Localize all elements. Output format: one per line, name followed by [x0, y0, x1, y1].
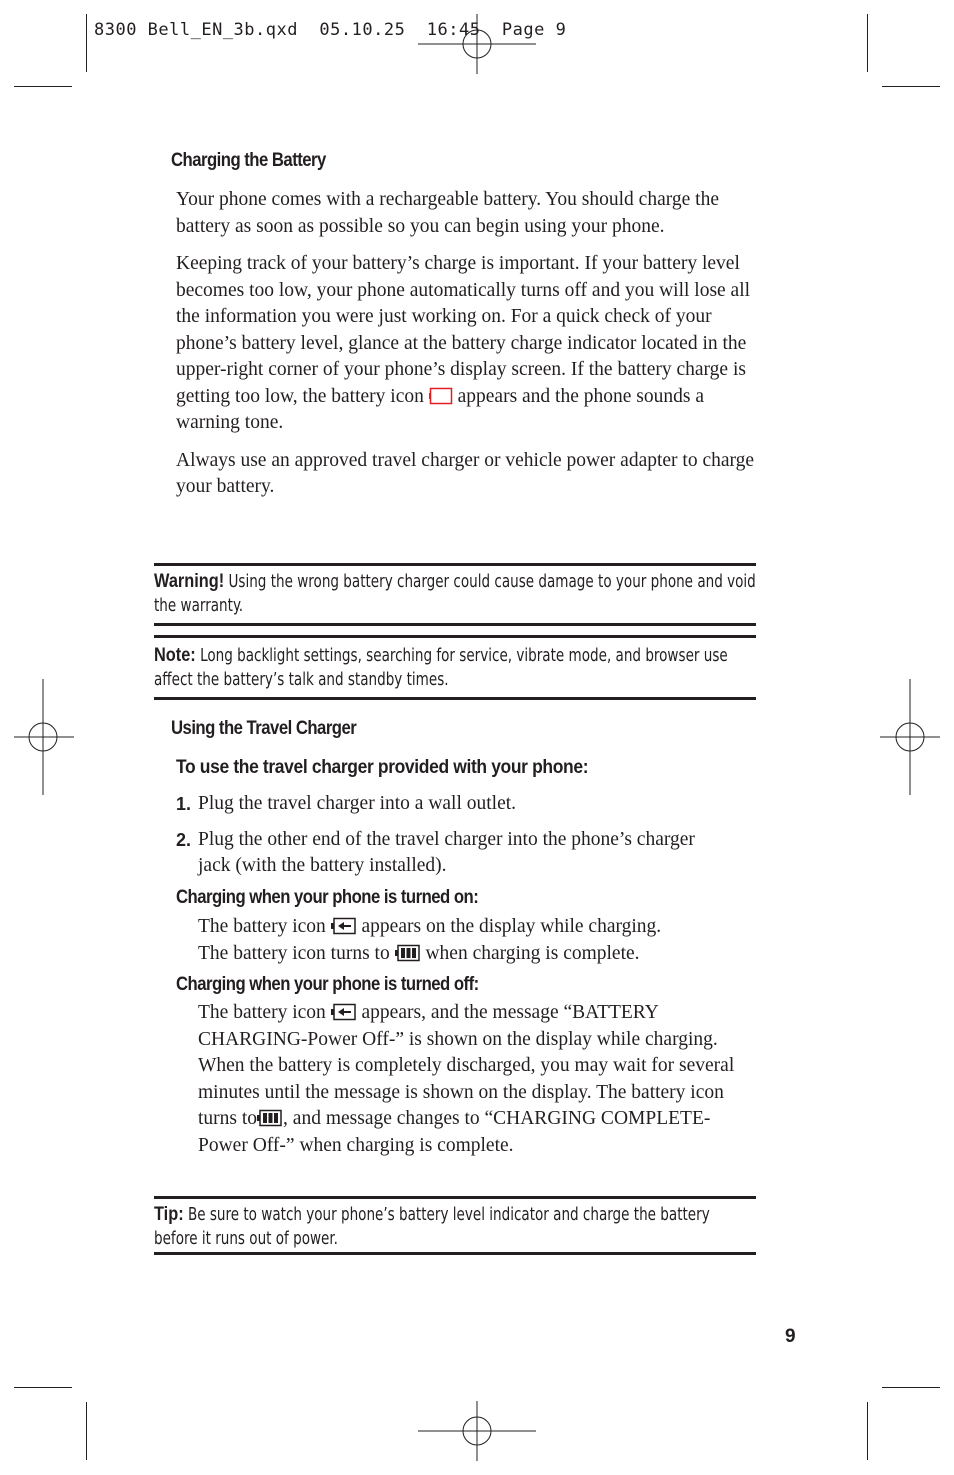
section-heading-travel-charger: Using the Travel Charger — [171, 718, 357, 739]
step-number: 1. — [176, 794, 192, 814]
note-body: Long backlight settings, searching for service, vibrate mode, and browser use affect the battery’s talk and standby times. — [154, 646, 728, 690]
tip-box — [154, 1196, 756, 1255]
battery-full-icon — [257, 1109, 283, 1127]
crop-mark — [14, 86, 72, 87]
tip-text — [154, 1199, 756, 1257]
registration-mark-icon — [418, 0, 536, 74]
step-text: Plug the travel charger into a wall outlet. — [198, 793, 517, 814]
paragraph-text: Keeping track of your battery’s charge is important. If your battery level becomes too low, your phone automatically turns off and you will lose all the information you were just working on. For a quick check of your phone’s battery level, glance at the battery charge indicator located in the upper-right corner of your phone’s display screen. If the battery charge is getting too low, the battery icon — [176, 253, 751, 407]
subheading-charging-off: Charging when your phone is turned off: — [176, 974, 479, 995]
warning-label: Warning! — [154, 571, 225, 592]
registration-mark-icon — [418, 1401, 536, 1475]
charging-on-line — [198, 941, 758, 968]
list-item — [176, 791, 736, 818]
battery-charging-icon — [331, 1003, 357, 1021]
crop-mark — [867, 1402, 868, 1460]
text: when charging is complete. — [425, 942, 640, 964]
crop-mark — [14, 1387, 72, 1388]
registration-mark-icon — [880, 679, 940, 795]
crop-mark — [86, 14, 87, 72]
subheading-use-travel-charger: To use the travel charger provided with your phone: — [176, 757, 589, 778]
charging-on-line — [198, 914, 758, 941]
text: The battery icon turns to — [198, 942, 390, 964]
file-slug: 8300 Bell_EN_3b.qxd 05.10.25 16:45 Page 9 — [94, 20, 567, 40]
text: appears, and the message “BATTERY CHARGING-Power Off-” is shown on the display while charging. When the battery is completely discharged, you may wait for several minutes until the message is shown on the display. The battery icon turns to — [198, 1002, 735, 1129]
battery-full-icon — [395, 944, 421, 962]
note-text — [154, 638, 756, 698]
crop-mark — [882, 1387, 940, 1388]
note-box — [154, 635, 756, 700]
warning-body: Using the wrong battery charger could cause damage to your phone and void the warranty. — [154, 572, 756, 616]
registration-mark-icon — [14, 679, 74, 795]
crop-mark — [882, 86, 940, 87]
section-heading-charging-battery: Charging the Battery — [171, 150, 326, 171]
step-text: Plug the other end of the travel charger into the phone’s charger jack (with the battery installed). — [198, 828, 695, 876]
paragraph-text: appears and the phone sounds a warning tone. — [176, 385, 704, 433]
page-number: 9 — [785, 1326, 796, 1347]
tip-label: Tip: — [154, 1204, 184, 1225]
step-number: 2. — [176, 829, 192, 850]
note-label: Note: — [154, 645, 196, 666]
charging-on-body — [198, 914, 758, 967]
section-body-charging-battery — [176, 187, 758, 501]
paragraph: Your phone comes with a rechargeable battery. You should charge the battery as soon as possible so you can begin using your phone. — [176, 189, 719, 237]
crop-mark — [86, 1402, 87, 1460]
tip-body: Be sure to watch your phone’s battery level indicator and charge the battery before it runs out of power. — [154, 1205, 710, 1249]
charging-off-body — [198, 1000, 758, 1159]
paragraph — [176, 251, 758, 437]
battery-empty-icon — [429, 387, 453, 405]
text: The battery icon — [198, 916, 326, 937]
battery-charging-icon — [331, 917, 357, 935]
text: The battery icon — [198, 1002, 326, 1023]
subheading-charging-on: Charging when your phone is turned on: — [176, 887, 479, 908]
paragraph: Always use an approved travel charger or vehicle power adapter to charge your battery. — [176, 449, 755, 497]
warning-box — [154, 563, 756, 626]
text: appears on the display while charging. — [361, 916, 662, 937]
crop-mark — [867, 14, 868, 72]
steps-list — [176, 791, 736, 880]
list-item — [176, 827, 736, 880]
text: , and message changes to “CHARGING COMPLETE-Power Off-” when charging is complete. — [198, 1108, 711, 1156]
warning-text — [154, 566, 756, 624]
